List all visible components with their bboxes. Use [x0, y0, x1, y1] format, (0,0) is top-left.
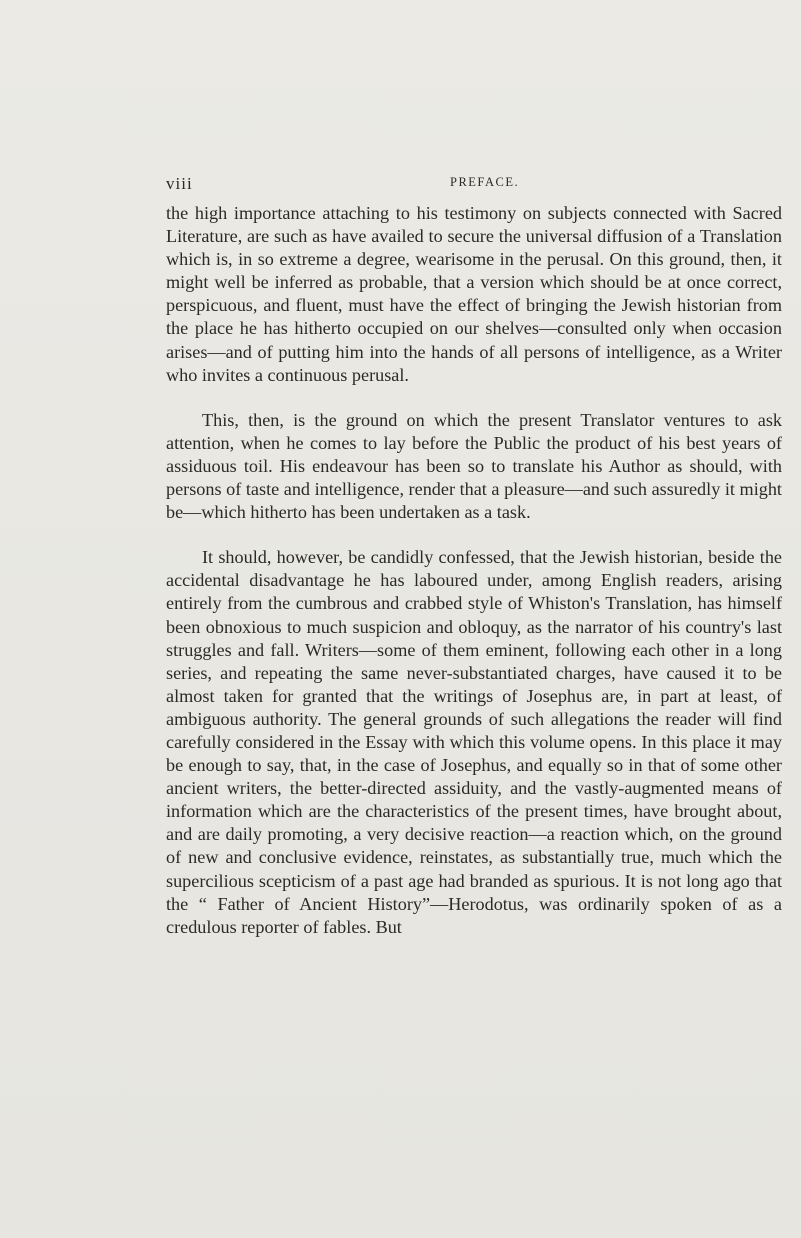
running-title: PREFACE. — [450, 175, 520, 189]
paragraph-continued: the high importance attaching to his testimony on subjects connected with Sacred Literature, are such as have availed to secure the universal diffusion of a Translation which is, in so extreme a degree, wearisome in the perusal. On this ground, then, it might well be inferred as probable, that a version which should be at once correct, perspicuous, and fluent, must have the effect of bringing the Jewish historian from the place he has hitherto occupied on our shelves—consulted only when occasion arises—and of putting him into the hands of all persons of intelligence, as a Writer who invites a continuous perusal. — [166, 203, 782, 385]
paragraph: It should, however, be candidly confessed, that the Jewish historian, beside the accidental disadvantage he has laboured under, among English readers, arising entirely from the cumbrous and crabbed style of Whiston's Translation, has himself been obnoxious to much suspicion and obloquy, as the narrator of his country's last struggles and fall. Writers—some of them eminent, following each other in a long series, and repeating the same never-substantiated charges, have caused it to be almost taken for granted that the writings of Josephus are, in part at least, of ambiguous authority. The general grounds of such allegations the reader will find carefully considered in the Essay with which this volume opens. In this place it may be enough to say, that, in the case of Josephus, and equally so in that of some other ancient writers, the better-directed assiduity, and the vastly-augmented means of information which are the characteristics of the present times, have brought about, and are daily promoting, a very decisive reaction—a reaction which, on the ground of new and conclusive evidence, reinstates, as substantially true, much which the supercilious scepticism of a past age had branded as spurious. It is not long ago that the “ Father of Ancient History”—Herodotus, was ordinarily spoken of as a credulous reporter of fables. But — [166, 547, 782, 937]
page-header — [166, 174, 796, 196]
page-body — [166, 202, 782, 939]
paragraph: This, then, is the ground on which the present Translator ventures to ask attention, when he comes to lay before the Public the product of his best years of assiduous toil. His endeavour has been so to translate his Author as should, with persons of taste and intelligence, render that a pleasure—and such assuredly it might be—which hitherto has been undertaken as a task. — [166, 409, 782, 523]
page-number: viii — [166, 174, 193, 193]
